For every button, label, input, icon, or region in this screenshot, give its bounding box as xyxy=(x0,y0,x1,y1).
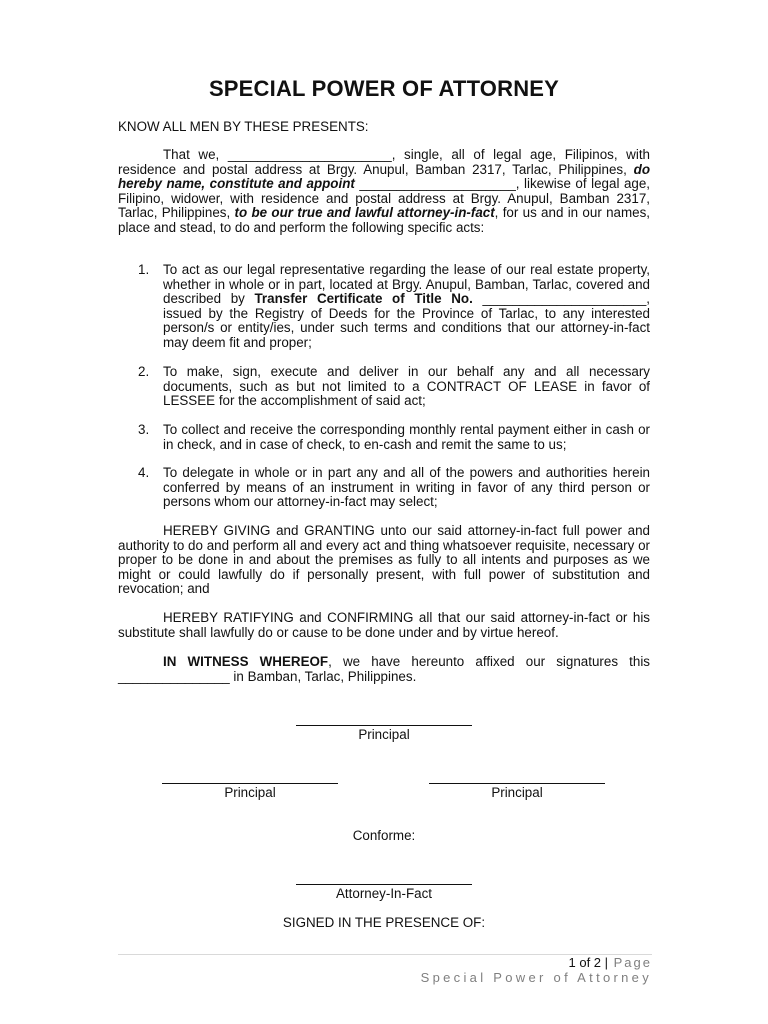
document-title: SPECIAL POWER OF ATTORNEY xyxy=(208,76,560,101)
appoint-phrase: do hereby name, constitute and appoint xyxy=(118,161,650,192)
list-item-text: ______________________, issued by the Registry of Deeds for the Province of Tarlac, to any interested person/s or entity/ies, under such terms and conditions that our attorney-in-fact may deem fit and proper; xyxy=(163,291,650,350)
page-number: 1 of 2 | xyxy=(568,955,609,970)
signature-label-principal: Principal xyxy=(224,785,276,800)
list-item: To make, sign, execute and deliver in our behalf any and all necessary documents, such as but not limited to a CONTRACT OF LEASE in favor of LESSEE for the accomplishment of said act; xyxy=(163,364,650,409)
page-indicator xyxy=(569,955,653,970)
list-item-number: 4. xyxy=(138,465,150,480)
signature-line xyxy=(296,725,472,726)
signature-line xyxy=(296,884,472,885)
signature-label-attorney: Attorney-In-Fact xyxy=(336,886,432,901)
conforme-label: Conforme: xyxy=(352,828,416,843)
page-word: Page xyxy=(608,955,652,970)
list-item: To collect and receive the corresponding monthly rental payment either in cash or in check, and in case of check, to en-cash and remit the same to us; xyxy=(163,422,650,452)
list-item-text: To act as our legal representative regarding the lease of our real estate property, whether in whole or in part, located at Brgy. Anupul, Bamban, Tarlac, covered and described by xyxy=(163,262,650,307)
witness-text: , we have hereunto affixed our signatures this _______________ in Bamban, Tarlac, Philippines. xyxy=(118,654,650,684)
footer-document-title: Special Power of Attorney xyxy=(420,970,652,985)
list-item xyxy=(163,263,650,351)
list-item: To delegate in whole or in part any and all of the powers and authorities herein conferred by means of an instrument in writing in favor of any third person or persons whom our attorney-in-fact may select; xyxy=(163,465,650,510)
signature-label-principal: Principal xyxy=(491,785,543,800)
intro-line: KNOW ALL MEN BY THESE PRESENTS: xyxy=(118,119,369,134)
list-item-number: 1. xyxy=(138,262,150,277)
signature-label-principal: Principal xyxy=(358,727,410,742)
paragraph-parties-text-1: That we, ______________________, single, all of legal age, Filipinos, with residence and postal address at Brgy. Anupul, Bamban 2317, Tarlac, Philippines, xyxy=(118,147,650,177)
paragraph-parties-text-2: _____________________, likewise of legal age, Filipino, widower, with residence and postal address at Brgy. Anupul, Bamban 2317, Tarlac, Philippines, xyxy=(118,176,651,221)
witness-phrase: IN WITNESS WHEREOF xyxy=(163,654,329,669)
paragraph-parties-text-3: , for us and in our names, place and stead, to do and perform the following specific acts: xyxy=(118,205,650,235)
paragraph-witness xyxy=(118,655,650,684)
paragraph-parties xyxy=(118,148,650,236)
signature-line xyxy=(429,783,605,784)
paragraph-giving: HEREBY GIVING and GRANTING unto our said attorney-in-fact full power and authority to do and perform all and every act and thing whatsoever requisite, necessary or proper to be done in and about the premises as fully to all intents and purposes as we might or could lawfully do if personally present, with full power of substitution and revocation; and xyxy=(118,523,650,597)
tct-label: Transfer Certificate of Title No. xyxy=(254,291,473,307)
witness-heading: SIGNED IN THE PRESENCE OF: xyxy=(282,915,486,930)
list-item-number: 2. xyxy=(138,364,150,379)
paragraph-ratifying: HEREBY RATIFYING and CONFIRMING all that our said attorney-in-fact or his substitute shall lawfully do or cause to be done under and by virtue hereof. xyxy=(118,610,650,640)
list-item-number: 3. xyxy=(138,422,150,437)
attorney-phrase: to be our true and lawful attorney-in-fact xyxy=(234,205,495,221)
signature-line xyxy=(162,783,338,784)
